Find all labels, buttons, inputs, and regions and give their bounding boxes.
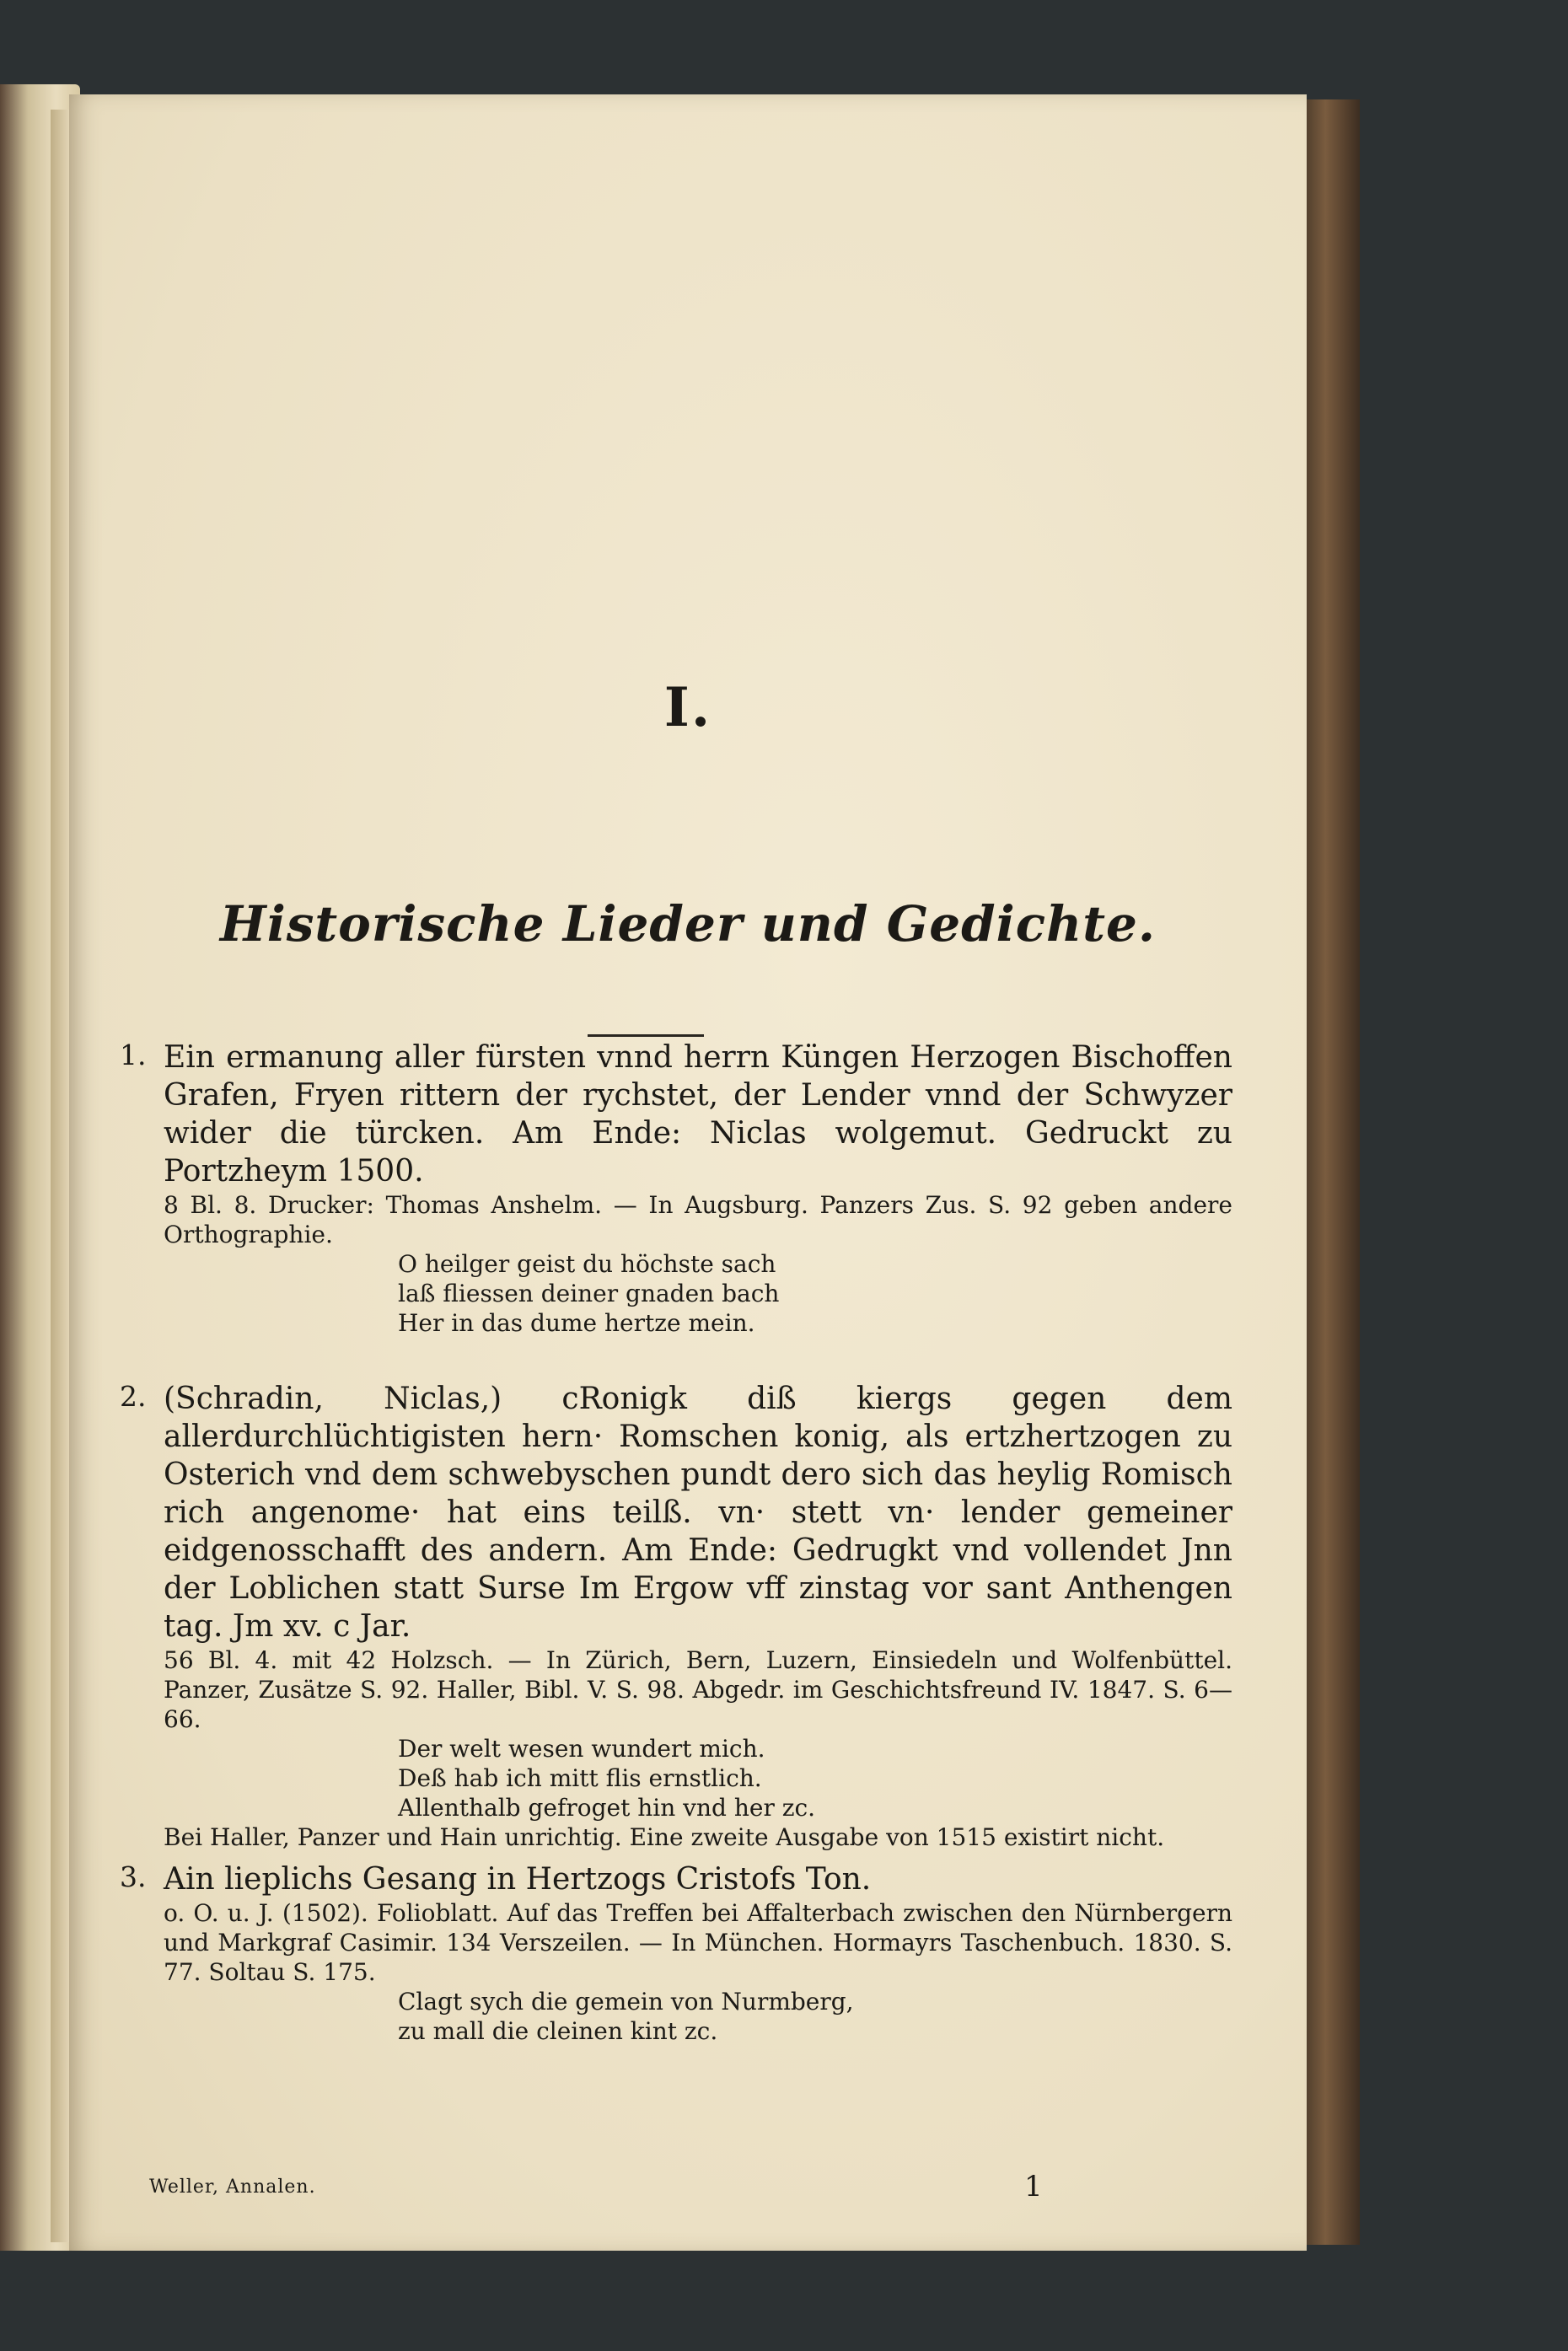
entry-number: 1. [120,1039,147,1071]
verse-line: O heilger geist du höchste sach [398,1250,776,1278]
entry-title: Ain lieplichs Gesang in Hertzogs Cristofs Ton. [164,1862,872,1897]
title-divider [588,1034,704,1037]
verse-line: Allenthalb gefroget hin vnd her zc. [398,1794,816,1822]
verse-line: laß fliessen deiner gnaden bach [398,1280,780,1307]
book-cover-edge [1302,99,1360,2245]
section-title: Historische Lieder und Gedichte. [219,895,1157,953]
verse-line: Der welt wesen wundert mich. [398,1735,765,1763]
bibliography-entry-3 [120,1860,1232,2046]
entry-number: 2. [120,1380,147,1413]
source-signature: Weller, Annalen. [149,2177,316,2198]
verse-line: Clagt sych die gemein von Nurmberg, [398,1988,854,2016]
bibliography-entry-1 [120,1039,1232,1338]
entry-number: 3. [120,1860,147,1893]
entry-verse [398,1249,1232,1338]
verse-line: Her in das dume hertze mein. [398,1309,755,1337]
verse-line: zu mall die cleinen kint zc. [398,2017,718,2045]
entry-note: 8 Bl. 8. Drucker: Thomas Anshelm. — In Augsburg. Panzers Zus. S. 92 geben andere Orthographie. [164,1191,1232,1248]
entry-remark: Bei Haller, Panzer und Hain unrichtig. Eine zweite Ausgabe von 1515 existirt nicht. [164,1823,1165,1851]
section-numeral: I. [663,676,712,739]
page-number: 1 [1024,2170,1043,2203]
entry-title: Ein ermanung aller fürsten vnnd herrn Küngen Herzogen Bischoffen Grafen, Fryen rittern der rychstet, der Lender vnnd der Schwyzer wider die türcken. Am Ende: Niclas wolgemut. Gedruckt zu Portzheym 1500. [164,1040,1232,1189]
entry-title: (Schradin, Niclas,) cRonigk diß kiergs gegen dem allerdurchlüchtigisten hern· Romschen konig, als ertzhertzogen zu Osterich vnd dem schwebyschen pundt dero sich das heylig Romisch rich angenome· hat eins teilß. vn· stett vn· lender gemeiner eidgenosschafft des andern. Am Ende: Gedrugkt vnd vollendet Jnn der Loblichen statt Surse Im Ergow vff zinstag vor sant Anthengen tag. Jm xv. c Jar. [164,1382,1232,1644]
entry-note: o. O. u. J. (1502). Folioblatt. Auf das Treffen bei Affalterbach zwischen den Nürnbergern und Markgraf Casimir. 134 Verszeilen. — In München. Hormayrs Taschenbuch. 1830. S. 77. Soltau S. 175. [164,1899,1232,1986]
page-footer [149,2170,1077,2203]
entry-verse [398,1987,1232,2046]
entry-verse [398,1734,1232,1822]
book-page [69,94,1307,2251]
bibliography-entry-2 [120,1380,1232,1852]
verse-line: Deß hab ich mitt flis ernstlich. [398,1764,762,1792]
entry-note: 56 Bl. 4. mit 42 Holzsch. — In Zürich, Bern, Luzern, Einsiedeln und Wolfenbüttel. Panzer, Zusätze S. 92. Haller, Bibl. V. S. 98. Abgedr. im Geschichtsfreund IV. 1847. S. 6—66. [164,1646,1232,1733]
